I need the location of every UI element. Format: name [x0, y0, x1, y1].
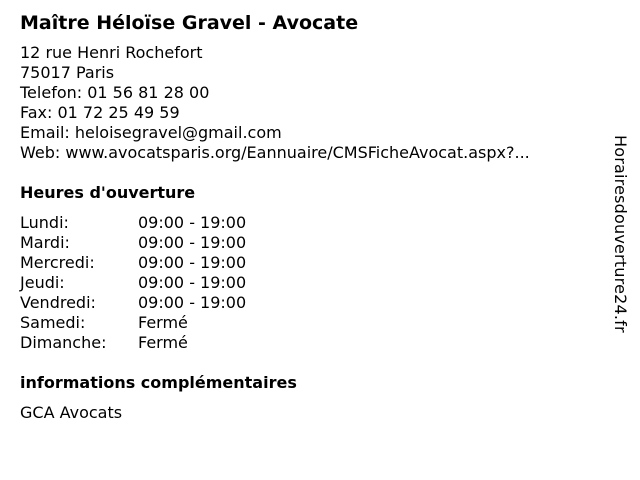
day-hours: Fermé — [138, 313, 188, 332]
hours-row — [20, 233, 600, 253]
hours-row — [20, 333, 600, 353]
day-hours: Fermé — [138, 333, 188, 352]
day-label: Lundi: — [20, 213, 69, 232]
page-title: Maître Héloïse Gravel - Avocate — [20, 12, 359, 34]
business-card — [20, 10, 600, 423]
email-address: Email: heloisegravel@gmail.com — [20, 123, 282, 142]
day-label: Mercredi: — [20, 253, 95, 272]
fax-number: Fax: 01 72 25 49 59 — [20, 103, 180, 122]
day-hours: 09:00 - 19:00 — [138, 293, 247, 312]
hours-row — [20, 293, 600, 313]
site-watermark: Horairesdouverture24.fr — [611, 135, 630, 333]
day-hours: 09:00 - 19:00 — [138, 213, 247, 232]
day-label: Mardi: — [20, 233, 70, 252]
additional-info-heading: informations complémentaires — [20, 373, 297, 392]
day-hours: 09:00 - 19:00 — [138, 273, 247, 292]
hours-row — [20, 213, 600, 233]
additional-info-text: GCA Avocats — [20, 403, 123, 422]
street-address: 12 rue Henri Rochefort — [20, 43, 203, 62]
opening-hours-table — [20, 213, 600, 353]
hours-row — [20, 313, 600, 333]
day-hours: 09:00 - 19:00 — [138, 253, 247, 272]
city-postcode: 75017 Paris — [20, 63, 115, 82]
day-label: Vendredi: — [20, 293, 96, 312]
day-hours: 09:00 - 19:00 — [138, 233, 247, 252]
opening-hours-heading: Heures d'ouverture — [20, 183, 196, 202]
day-label: Jeudi: — [20, 273, 65, 292]
day-label: Dimanche: — [20, 333, 107, 352]
hours-row — [20, 273, 600, 293]
phone-number: Telefon: 01 56 81 28 00 — [20, 83, 210, 102]
hours-row — [20, 253, 600, 273]
day-label: Samedi: — [20, 313, 86, 332]
website-url: Web: www.avocatsparis.org/Eannuaire/CMSFicheAvocat.aspx?... — [20, 143, 530, 162]
